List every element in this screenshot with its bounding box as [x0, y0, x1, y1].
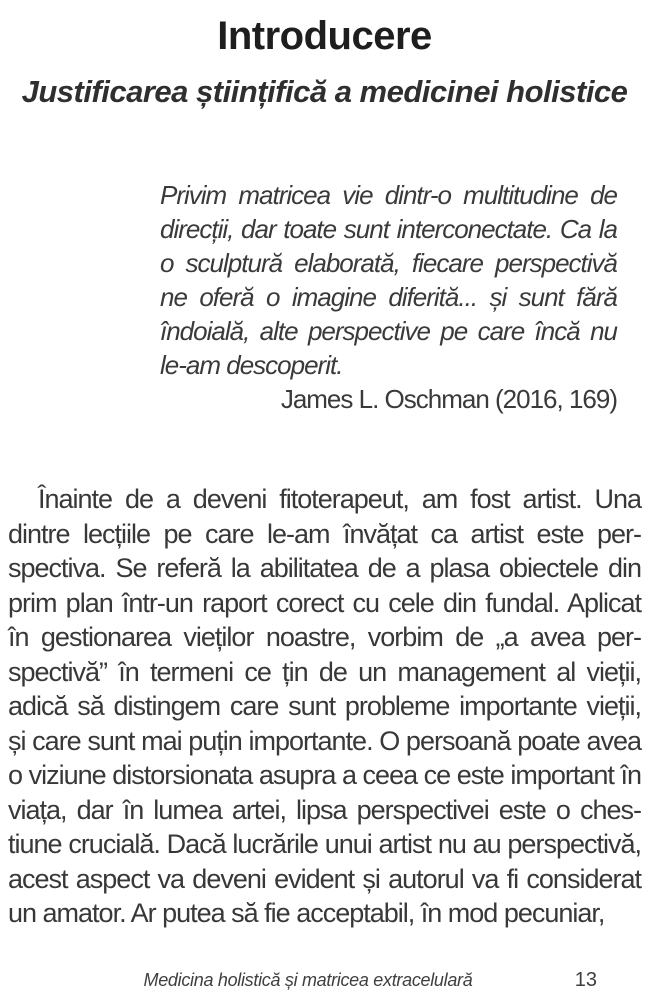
text-line: în gestionarea vieților noastre, vorbim de „a avea per- [8, 622, 641, 652]
text-line: acest aspect va deveni evident și autorul va fi considerat [8, 863, 641, 894]
footer-page-number: 13 [574, 969, 597, 991]
text-line: tiune crucială. Dacă lucrările unui artist nu au perspectivă, [8, 829, 641, 859]
text-line: ne oferă o imagine diferită... și sunt fără [160, 282, 617, 312]
text-line: spectiva. Se referă la abilitatea de a plasa obiectele din [8, 553, 641, 583]
page-footer [0, 968, 649, 996]
text-line: prim plan într-un raport corect cu cele din fundal. Aplicat [8, 587, 641, 618]
text-line: îndoială, alte perspective pe care încă nu [160, 316, 617, 346]
epigraph-attribution: James L. Oschman (2016, 169) [280, 384, 617, 414]
epigraph-quote [160, 178, 617, 416]
text-line: viața, dar în lumea artei, lipsa perspectivei este o ches- [8, 794, 641, 825]
text-line: spectivă” în termeni ce țin de un management al vieții, [8, 656, 641, 687]
text-line: un amator. Ar putea să fie acceptabil, în mod pecuniar, [8, 898, 605, 928]
text-line: Privim matricea vie dintr-o multitudine de [160, 180, 617, 210]
body-paragraph [8, 482, 641, 931]
text-line: și care sunt mai puțin importante. O persoană poate avea [8, 725, 641, 756]
text-line: o sculptură elaborată, fiecare perspectivă [160, 248, 617, 278]
epigraph-quote-lines [160, 178, 617, 382]
text-line: dintre lecțiile pe care le-am învățat ca artist este per- [8, 518, 641, 549]
page-subtitle: Justificarea științifică a medicinei holistice [21, 74, 628, 109]
text-line: o viziune distorsionata asupra a ceea ce este important în [8, 760, 641, 790]
page-title: Introducere [217, 14, 432, 58]
text-line: adică să distingem care sunt probleme importante vieții, [8, 691, 641, 721]
footer-book-title: Medicina holistică și matricea extracelulară [143, 970, 473, 990]
text-line: le-am descoperit. [160, 350, 343, 380]
text-line: direcții, dar toate sunt interconectate. Ca la [160, 214, 617, 244]
text-line: Înainte de a deveni fitoterapeut, am fost artist. Una [38, 484, 641, 514]
